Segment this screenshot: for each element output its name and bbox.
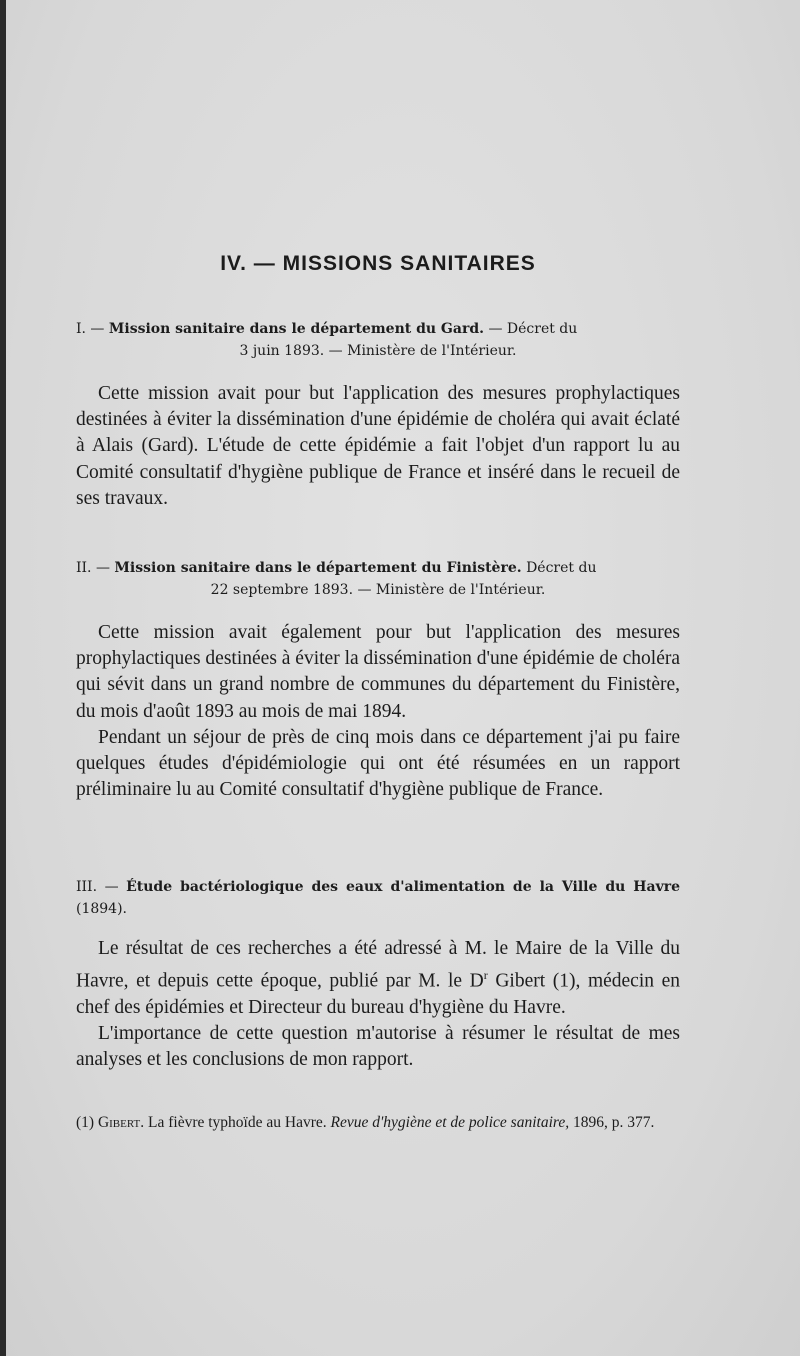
section-2-decree: Décret du [526, 560, 597, 576]
section-1-decree: — Décret du [488, 321, 578, 337]
section-1-title: Mission sanitaire dans le département du Gard. [108, 321, 484, 337]
section-1-paragraph: Cette mission avait pour but l'application des mesures prophylactiques destinées à éviter la dissémination d'une épidémie de choléra qui avait éclaté à Alais (Gard). L'étude de cette épidémie a fait l'objet d'un rapport lu au Comité consultatif d'hygiène publique de France et inséré dans le recueil de ses travaux. [76, 383, 680, 509]
section-2-paragraph-1: Cette mission avait également pour but l'application des mesures prophylactiques destinées à éviter la dissémination d'une épidémie de choléra qui sévit dans un grand nombre de communes du département du Finistère, du mois d'août 1893 au mois de mai 1894. [76, 622, 681, 722]
footnote-text: La fièvre typhoïde au Havre. [148, 1114, 327, 1131]
section-1-number: I. — [76, 321, 105, 337]
section-2-body [76, 620, 680, 803]
section-1-subline: 3 juin 1893. — Ministère de l'Intérieur. [239, 343, 517, 359]
footnote-marker: (1) [76, 1114, 95, 1131]
page-title: IV. — MISSIONS SANITAIRES [220, 252, 536, 275]
section-2-number: II. — [76, 560, 110, 576]
section-3-year: (1894). [76, 901, 128, 917]
section-3-heading [76, 876, 680, 920]
section-3-paragraph-1-text: Le résultat de ces recherches a été adressé à M. le Maire de la Ville du Havre, et depuis cette époque, publié par M. le D [76, 938, 680, 992]
section-2-subline: 22 septembre 1893. — Ministère de l'Intérieur. [210, 582, 546, 598]
footnote-author: Gibert. [97, 1114, 145, 1131]
section-3-paragraph-2: L'importance de cette question m'autorise à résumer le résultat de mes analyses et les conclusions de mon rapport. [76, 1023, 680, 1071]
section-2-heading [76, 557, 680, 601]
section-3-paragraph-1 [76, 936, 680, 1021]
section-2-title: Mission sanitaire dans le département du Finistère. [114, 560, 522, 576]
footnote-journal: Revue d'hygiène et de police sanitaire, [330, 1114, 570, 1131]
footnote [76, 1112, 680, 1134]
document-page [6, 0, 800, 1356]
section-3-superscript: r [483, 968, 488, 983]
footnote-ref: 1896, p. 377. [572, 1114, 655, 1131]
section-3-paragraph-1-tail: Gibert (1), médecin en chef des épidémies et Directeur du bureau d'hygiène du Havre. [76, 970, 680, 1018]
section-3-title: Étude bactériologique des eaux d'alimentation de la Ville du Havre [126, 879, 680, 895]
section-1-heading [76, 318, 680, 362]
section-3-number: III. — [76, 879, 119, 895]
section-2-paragraph-2: Pendant un séjour de près de cinq mois dans ce département j'ai pu faire quelques études d'épidémiologie qui ont été résumées en un rapport préliminaire lu au Comité consultatif d'hygiène publique de France. [76, 726, 680, 801]
section-3-body [76, 936, 680, 1074]
